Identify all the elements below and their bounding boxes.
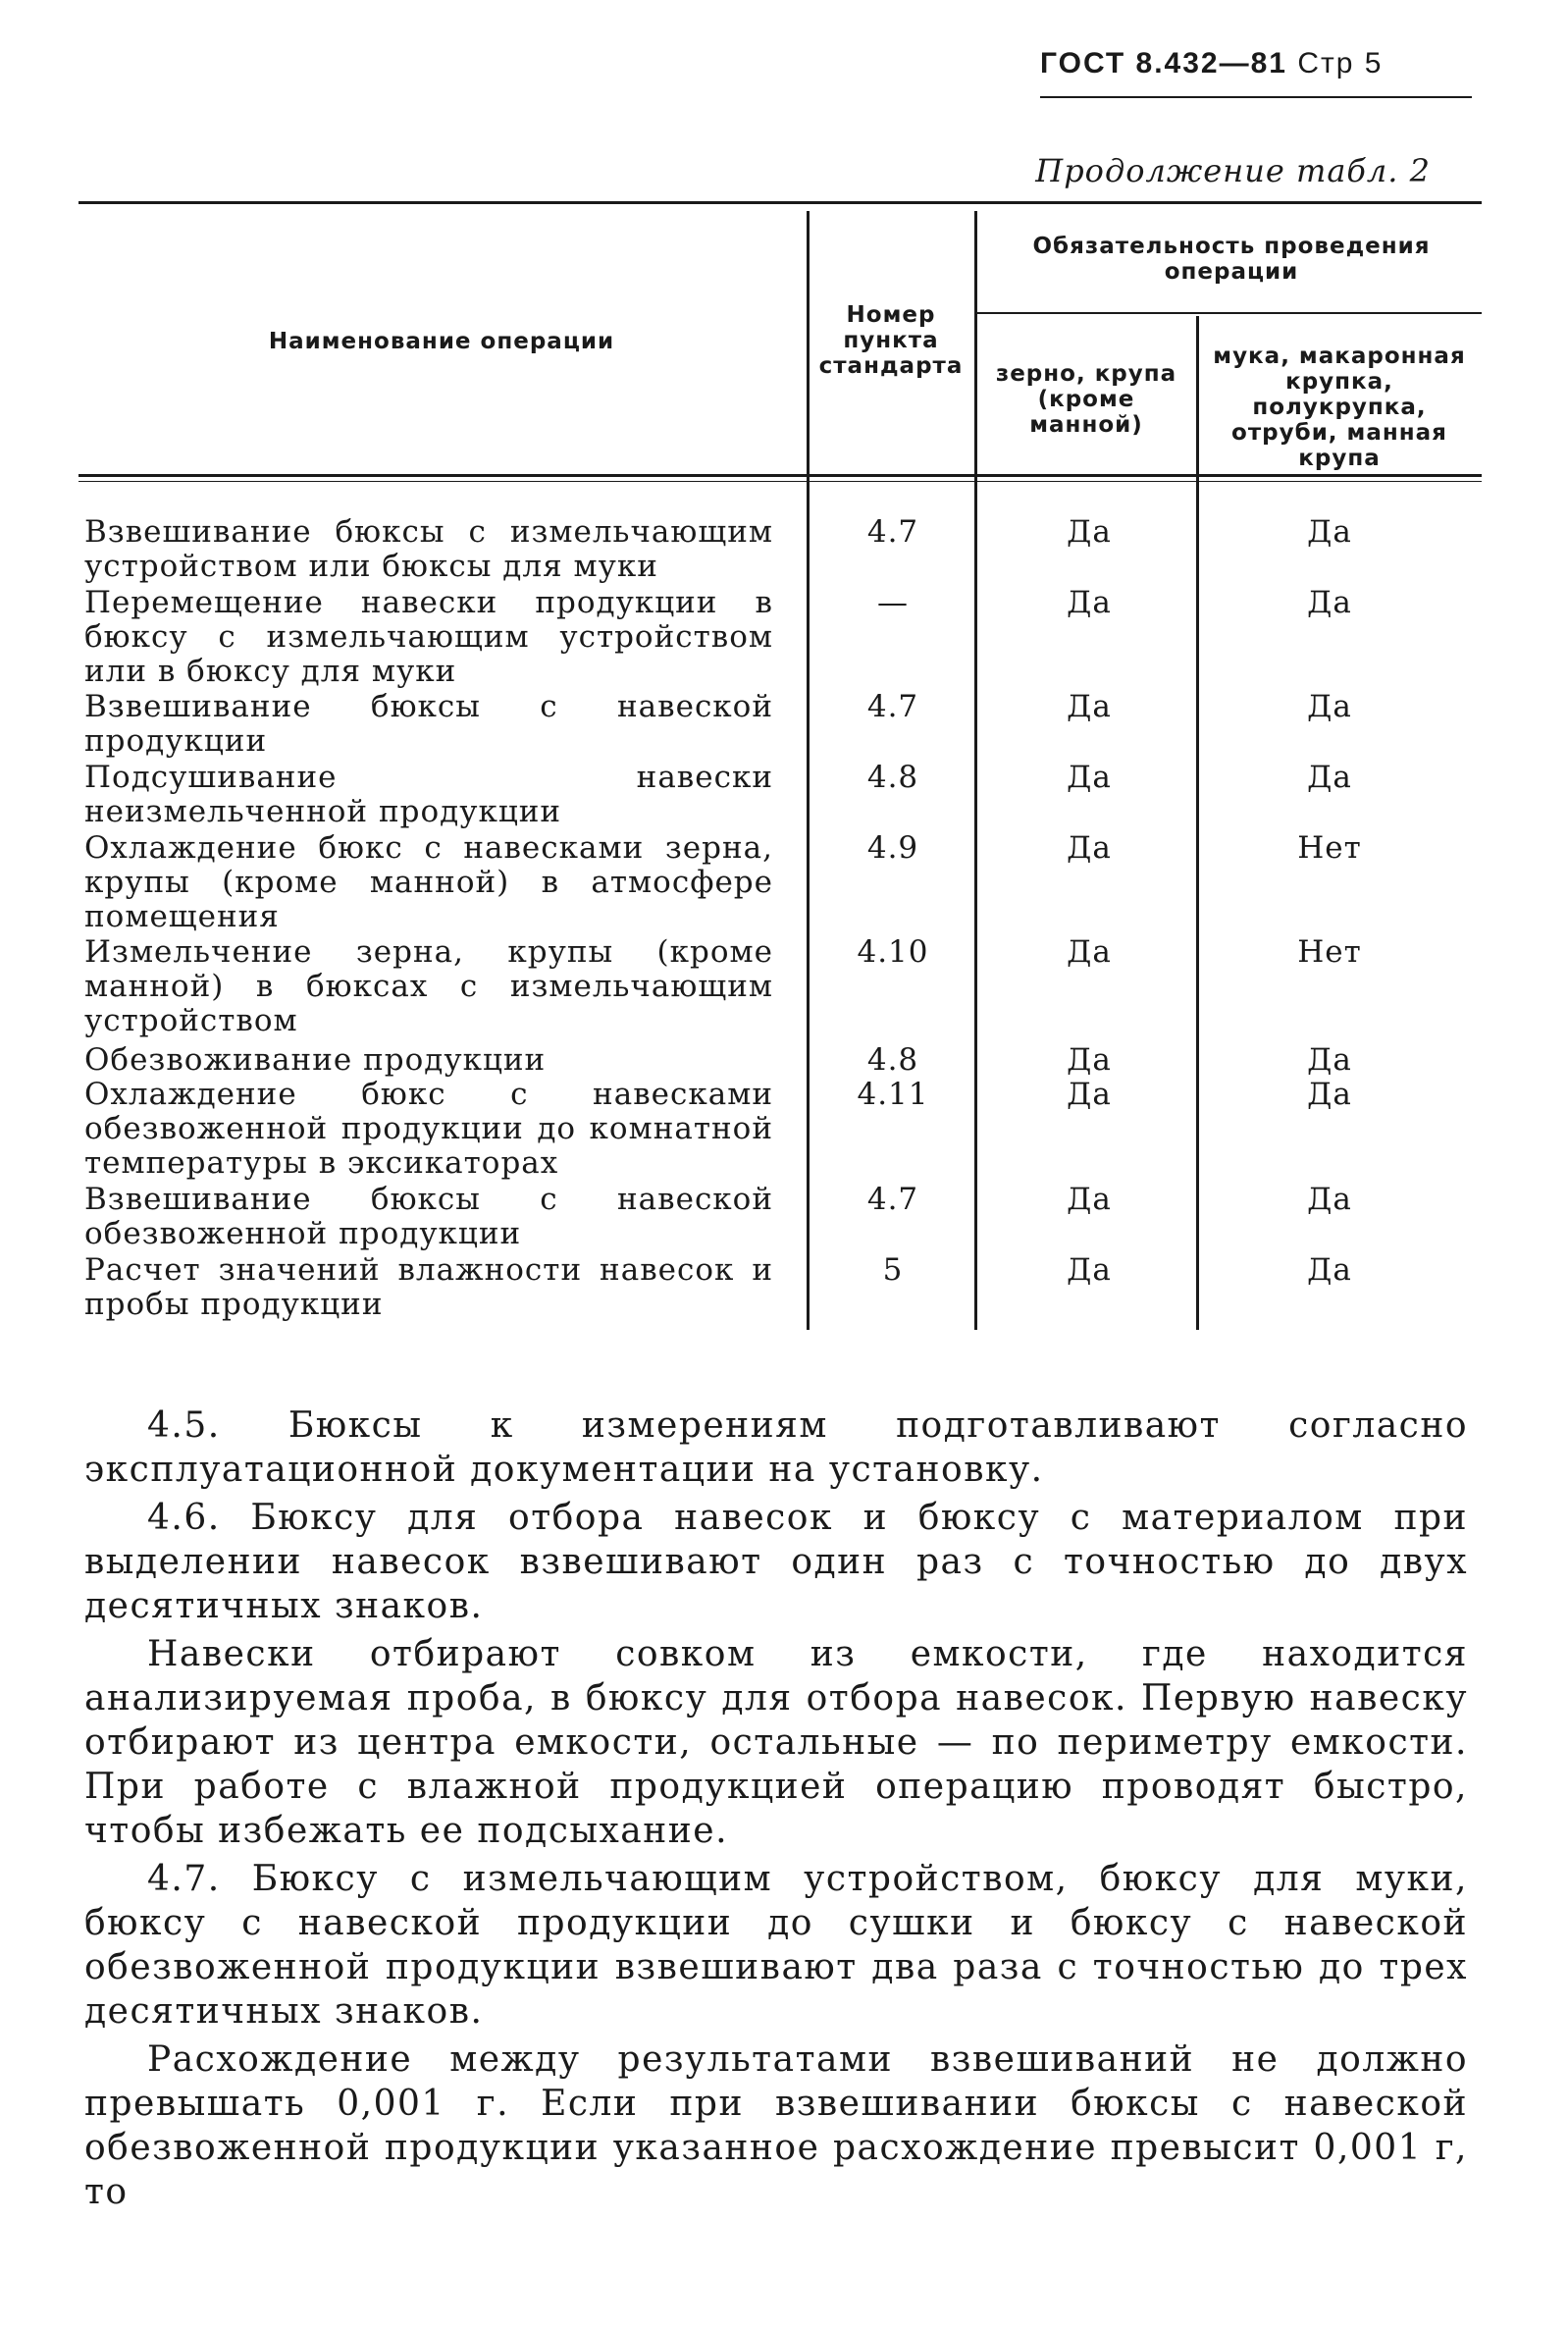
paragraph-discrepancy: Расхождение между результатами взвешиваний не должно превышать 0,001 г. Если при взвешивании бюксы с навеской обезвоженной продукции указанное расхождение превысит 0,001 г, то: [84, 2039, 1468, 2212]
row-number: 4.11: [857, 1077, 929, 1112]
row-number: 4.7: [866, 1182, 919, 1217]
row-grain: Да: [1067, 1077, 1112, 1112]
page-number: 5: [1364, 47, 1384, 79]
row-operation: Охлаждение бюкс с навесками зерна, крупы (кроме манной) в атмосфере помещения: [84, 830, 773, 934]
row-number: 4.7: [866, 514, 919, 550]
col-divider-2: [974, 211, 977, 1330]
row-number: 4.7: [866, 689, 919, 724]
row-operation: Охлаждение бюкс с навесками обезвоженной продукции до комнатной температуры в эксикаторах: [84, 1077, 773, 1181]
row-grain: Да: [1067, 1042, 1112, 1078]
row-operation: Расчет значений влажности навесок и пробы продукции: [84, 1252, 773, 1322]
row-flour: Да: [1307, 1182, 1352, 1217]
row-number: —: [877, 585, 909, 620]
row-grain: Да: [1067, 1182, 1112, 1217]
page-label: Стр: [1297, 47, 1355, 79]
table-caption: Продолжение табл. 2: [1035, 152, 1431, 189]
row-grain: Да: [1067, 934, 1112, 970]
row-flour: Да: [1307, 1042, 1352, 1078]
row-operation: Измельчение зерна, крупы (кроме манной) в бюксах с измельчающим устройством: [84, 934, 773, 1038]
row-number: 4.8: [866, 1042, 919, 1078]
row-grain: Да: [1067, 1252, 1112, 1288]
paragraph-4-7: 4.7. Бюксу с измельчающим устройством, бюксу для муки, бюксу с навеской продукции до сушки и бюксу с навеской обезвоженной продукции взвешивают два раза с точностью до трех десятичных знаков.: [84, 1859, 1468, 2032]
row-flour: Нет: [1297, 934, 1362, 970]
header-operation: Наименование операции: [268, 329, 615, 354]
body-text: [84, 1403, 1468, 2214]
row-number: 5: [882, 1252, 904, 1288]
col-divider-1: [807, 211, 810, 1330]
row-operation: Обезвоживание продукции: [84, 1042, 547, 1078]
col-divider-3: [1196, 316, 1199, 1330]
paragraph-4-6: 4.6. Бюксу для отбора навесок и бюксу с материалом при выделении навесок взвешивают один раз с точностью до двух десятичных знаков.: [84, 1498, 1468, 1626]
row-operation: Взвешивание бюксы с навеской обезвоженной продукции: [84, 1182, 773, 1251]
row-grain: Да: [1067, 760, 1112, 795]
row-flour: Да: [1307, 585, 1352, 620]
header-grain: зерно, крупа (кроме манной): [995, 361, 1177, 438]
row-flour: Да: [1307, 514, 1352, 550]
paragraph-sampling: Навески отбирают совком из емкости, где находится анализируемая проба, в бюксу для отбора навесок. Первую навеску отбирают из центра емкости, остальные — по периметру емкости. При работе с влажной продукцией операцию проводят быстро, чтобы избежать ее подсыхание.: [84, 1634, 1468, 1851]
row-operation: Взвешивание бюксы с навеской продукции: [84, 689, 773, 759]
table-header-rule-thin: [78, 481, 1482, 482]
row-grain: Да: [1067, 830, 1112, 866]
row-number: 4.9: [866, 830, 919, 866]
row-number: 4.8: [866, 760, 919, 795]
row-flour: Да: [1307, 689, 1352, 724]
row-number: 4.10: [857, 934, 929, 970]
paragraph-4-5: 4.5. Бюксы к измерениям подготавливают согласно эксплуатационной документации на установку.: [84, 1405, 1468, 1490]
row-grain: Да: [1067, 689, 1112, 724]
table-header-rule: [78, 474, 1482, 477]
row-flour: Да: [1307, 1252, 1352, 1288]
row-operation: Подсушивание навески неизмельченной продукции: [84, 760, 773, 829]
row-operation: Перемещение навески продукции в бюксу с измельчающим устройством или в бюксу для муки: [84, 585, 773, 689]
row-flour: Да: [1307, 760, 1352, 795]
header-number: Номер пункта стандарта: [818, 302, 964, 379]
header-flour: мука, макаронная крупка, полукрупка, отруби, манная крупа: [1213, 344, 1466, 471]
row-flour: Нет: [1297, 830, 1362, 866]
row-grain: Да: [1067, 514, 1112, 550]
header-obligation: Обязательность проведения операции: [1032, 234, 1431, 285]
standard-code: ГОСТ 8.432—81: [1040, 47, 1287, 79]
header-rule: [1040, 96, 1472, 98]
row-flour: Да: [1307, 1077, 1352, 1112]
table-top-rule: [78, 201, 1482, 204]
page-header: [1040, 47, 1472, 80]
row-grain: Да: [1067, 585, 1112, 620]
row-operation: Взвешивание бюксы с измельчающим устройством или бюксы для муки: [84, 514, 773, 584]
obligation-split-rule: [976, 312, 1482, 314]
